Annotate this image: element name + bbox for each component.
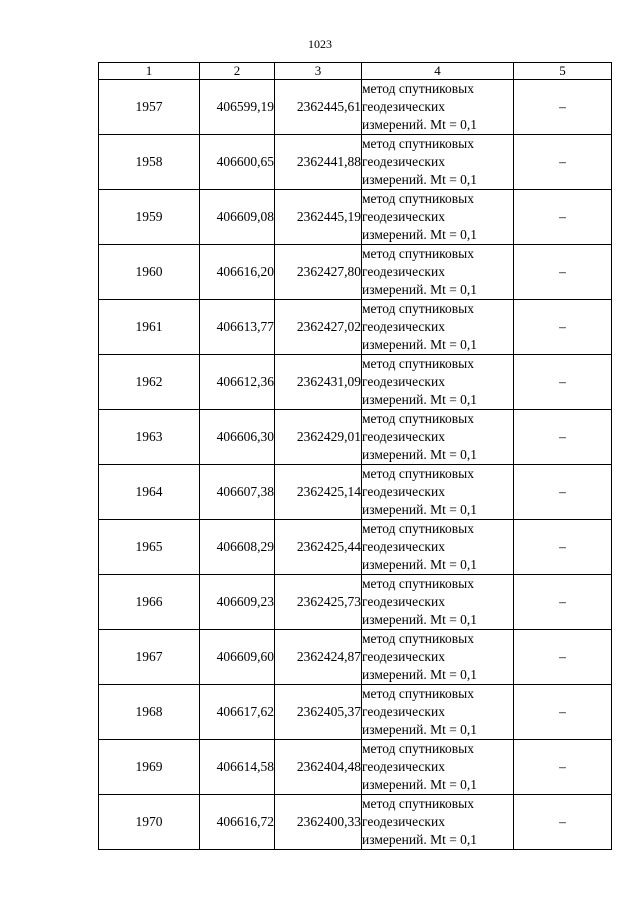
y-coordinate-cell: 2362427,80 bbox=[275, 245, 362, 300]
y-coordinate-cell: 2362445,61 bbox=[275, 80, 362, 135]
y-coordinate-cell: 2362404,48 bbox=[275, 740, 362, 795]
method-cell bbox=[362, 685, 514, 740]
y-coordinate-cell: 2362441,88 bbox=[275, 135, 362, 190]
note-cell: – bbox=[514, 80, 612, 135]
x-coordinate-cell: 406613,77 bbox=[200, 300, 275, 355]
x-coordinate-cell: 406609,08 bbox=[200, 190, 275, 245]
method-cell bbox=[362, 465, 514, 520]
table-row bbox=[99, 575, 612, 630]
method-line: измерений. Mt = 0,1 bbox=[362, 172, 478, 187]
method-line: геодезических bbox=[362, 759, 445, 774]
note-cell: – bbox=[514, 795, 612, 850]
method-line: геодезических bbox=[362, 264, 445, 279]
method-cell bbox=[362, 80, 514, 135]
y-coordinate-cell: 2362425,73 bbox=[275, 575, 362, 630]
table-row bbox=[99, 410, 612, 465]
method-line: метод спутниковых bbox=[362, 81, 474, 96]
point-number-cell: 1962 bbox=[99, 355, 200, 410]
method-line: измерений. Mt = 0,1 bbox=[362, 337, 478, 352]
method-cell bbox=[362, 355, 514, 410]
y-coordinate-cell: 2362424,87 bbox=[275, 630, 362, 685]
column-header: 1 bbox=[99, 63, 200, 80]
column-header: 3 bbox=[275, 63, 362, 80]
x-coordinate-cell: 406616,72 bbox=[200, 795, 275, 850]
method-line: измерений. Mt = 0,1 bbox=[362, 117, 478, 132]
method-cell bbox=[362, 245, 514, 300]
table-row bbox=[99, 300, 612, 355]
table-row bbox=[99, 355, 612, 410]
method-line: метод спутниковых bbox=[362, 631, 474, 646]
x-coordinate-cell: 406607,38 bbox=[200, 465, 275, 520]
method-cell bbox=[362, 520, 514, 575]
method-cell bbox=[362, 795, 514, 850]
method-line: измерений. Mt = 0,1 bbox=[362, 227, 478, 242]
method-cell bbox=[362, 575, 514, 630]
method-cell bbox=[362, 740, 514, 795]
table-row bbox=[99, 795, 612, 850]
note-cell: – bbox=[514, 355, 612, 410]
table-header-row bbox=[99, 63, 612, 80]
method-line: геодезических bbox=[362, 649, 445, 664]
x-coordinate-cell: 406616,20 bbox=[200, 245, 275, 300]
x-coordinate-cell: 406608,29 bbox=[200, 520, 275, 575]
x-coordinate-cell: 406612,36 bbox=[200, 355, 275, 410]
method-line: метод спутниковых bbox=[362, 796, 474, 811]
x-coordinate-cell: 406609,60 bbox=[200, 630, 275, 685]
note-cell: – bbox=[514, 575, 612, 630]
method-line: геодезических bbox=[362, 209, 445, 224]
method-line: метод спутниковых bbox=[362, 576, 474, 591]
x-coordinate-cell: 406609,23 bbox=[200, 575, 275, 630]
method-line: измерений. Mt = 0,1 bbox=[362, 392, 478, 407]
method-line: метод спутниковых bbox=[362, 466, 474, 481]
y-coordinate-cell: 2362405,37 bbox=[275, 685, 362, 740]
note-cell: – bbox=[514, 245, 612, 300]
method-line: геодезических bbox=[362, 429, 445, 444]
table-row bbox=[99, 520, 612, 575]
table-row bbox=[99, 685, 612, 740]
method-line: метод спутниковых bbox=[362, 356, 474, 371]
y-coordinate-cell: 2362425,14 bbox=[275, 465, 362, 520]
point-number-cell: 1957 bbox=[99, 80, 200, 135]
method-line: измерений. Mt = 0,1 bbox=[362, 777, 478, 792]
note-cell: – bbox=[514, 630, 612, 685]
note-cell: – bbox=[514, 685, 612, 740]
method-cell bbox=[362, 135, 514, 190]
point-number-cell: 1969 bbox=[99, 740, 200, 795]
method-line: метод спутниковых bbox=[362, 686, 474, 701]
point-number-cell: 1965 bbox=[99, 520, 200, 575]
method-line: метод спутниковых bbox=[362, 741, 474, 756]
method-line: измерений. Mt = 0,1 bbox=[362, 722, 478, 737]
y-coordinate-cell: 2362400,33 bbox=[275, 795, 362, 850]
x-coordinate-cell: 406600,65 bbox=[200, 135, 275, 190]
note-cell: – bbox=[514, 465, 612, 520]
y-coordinate-cell: 2362445,19 bbox=[275, 190, 362, 245]
table-body bbox=[99, 80, 612, 850]
method-line: геодезических bbox=[362, 704, 445, 719]
column-header: 2 bbox=[200, 63, 275, 80]
y-coordinate-cell: 2362427,02 bbox=[275, 300, 362, 355]
note-cell: – bbox=[514, 190, 612, 245]
method-line: измерений. Mt = 0,1 bbox=[362, 282, 478, 297]
note-cell: – bbox=[514, 135, 612, 190]
method-line: геодезических bbox=[362, 594, 445, 609]
note-cell: – bbox=[514, 740, 612, 795]
page-number: 1023 bbox=[308, 37, 332, 51]
method-line: измерений. Mt = 0,1 bbox=[362, 502, 478, 517]
method-line: геодезических bbox=[362, 154, 445, 169]
method-line: геодезических bbox=[362, 319, 445, 334]
method-line: геодезических bbox=[362, 539, 445, 554]
method-line: измерений. Mt = 0,1 bbox=[362, 612, 478, 627]
method-cell bbox=[362, 410, 514, 465]
y-coordinate-cell: 2362431,09 bbox=[275, 355, 362, 410]
method-line: метод спутниковых bbox=[362, 301, 474, 316]
method-line: метод спутниковых bbox=[362, 521, 474, 536]
method-line: метод спутниковых bbox=[362, 246, 474, 261]
point-number-cell: 1967 bbox=[99, 630, 200, 685]
note-cell: – bbox=[514, 410, 612, 465]
note-cell: – bbox=[514, 520, 612, 575]
method-line: измерений. Mt = 0,1 bbox=[362, 832, 478, 847]
coordinates-table bbox=[98, 62, 612, 850]
point-number-cell: 1963 bbox=[99, 410, 200, 465]
method-line: измерений. Mt = 0,1 bbox=[362, 667, 478, 682]
point-number-cell: 1961 bbox=[99, 300, 200, 355]
method-line: геодезических bbox=[362, 814, 445, 829]
method-line: измерений. Mt = 0,1 bbox=[362, 447, 478, 462]
point-number-cell: 1960 bbox=[99, 245, 200, 300]
method-line: метод спутниковых bbox=[362, 191, 474, 206]
method-line: метод спутниковых bbox=[362, 136, 474, 151]
table-row bbox=[99, 80, 612, 135]
x-coordinate-cell: 406606,30 bbox=[200, 410, 275, 465]
y-coordinate-cell: 2362425,44 bbox=[275, 520, 362, 575]
column-header: 5 bbox=[514, 63, 612, 80]
method-cell bbox=[362, 300, 514, 355]
table-row bbox=[99, 630, 612, 685]
method-cell bbox=[362, 630, 514, 685]
method-line: измерений. Mt = 0,1 bbox=[362, 557, 478, 572]
table-row bbox=[99, 135, 612, 190]
y-coordinate-cell: 2362429,01 bbox=[275, 410, 362, 465]
x-coordinate-cell: 406614,58 bbox=[200, 740, 275, 795]
table-row bbox=[99, 740, 612, 795]
point-number-cell: 1958 bbox=[99, 135, 200, 190]
method-line: геодезических bbox=[362, 99, 445, 114]
point-number-cell: 1968 bbox=[99, 685, 200, 740]
table-row bbox=[99, 245, 612, 300]
table-row bbox=[99, 465, 612, 520]
column-header: 4 bbox=[362, 63, 514, 80]
method-line: геодезических bbox=[362, 484, 445, 499]
note-cell: – bbox=[514, 300, 612, 355]
point-number-cell: 1964 bbox=[99, 465, 200, 520]
method-line: геодезических bbox=[362, 374, 445, 389]
method-cell bbox=[362, 190, 514, 245]
point-number-cell: 1966 bbox=[99, 575, 200, 630]
point-number-cell: 1970 bbox=[99, 795, 200, 850]
x-coordinate-cell: 406617,62 bbox=[200, 685, 275, 740]
x-coordinate-cell: 406599,19 bbox=[200, 80, 275, 135]
point-number-cell: 1959 bbox=[99, 190, 200, 245]
table-row bbox=[99, 190, 612, 245]
method-line: метод спутниковых bbox=[362, 411, 474, 426]
